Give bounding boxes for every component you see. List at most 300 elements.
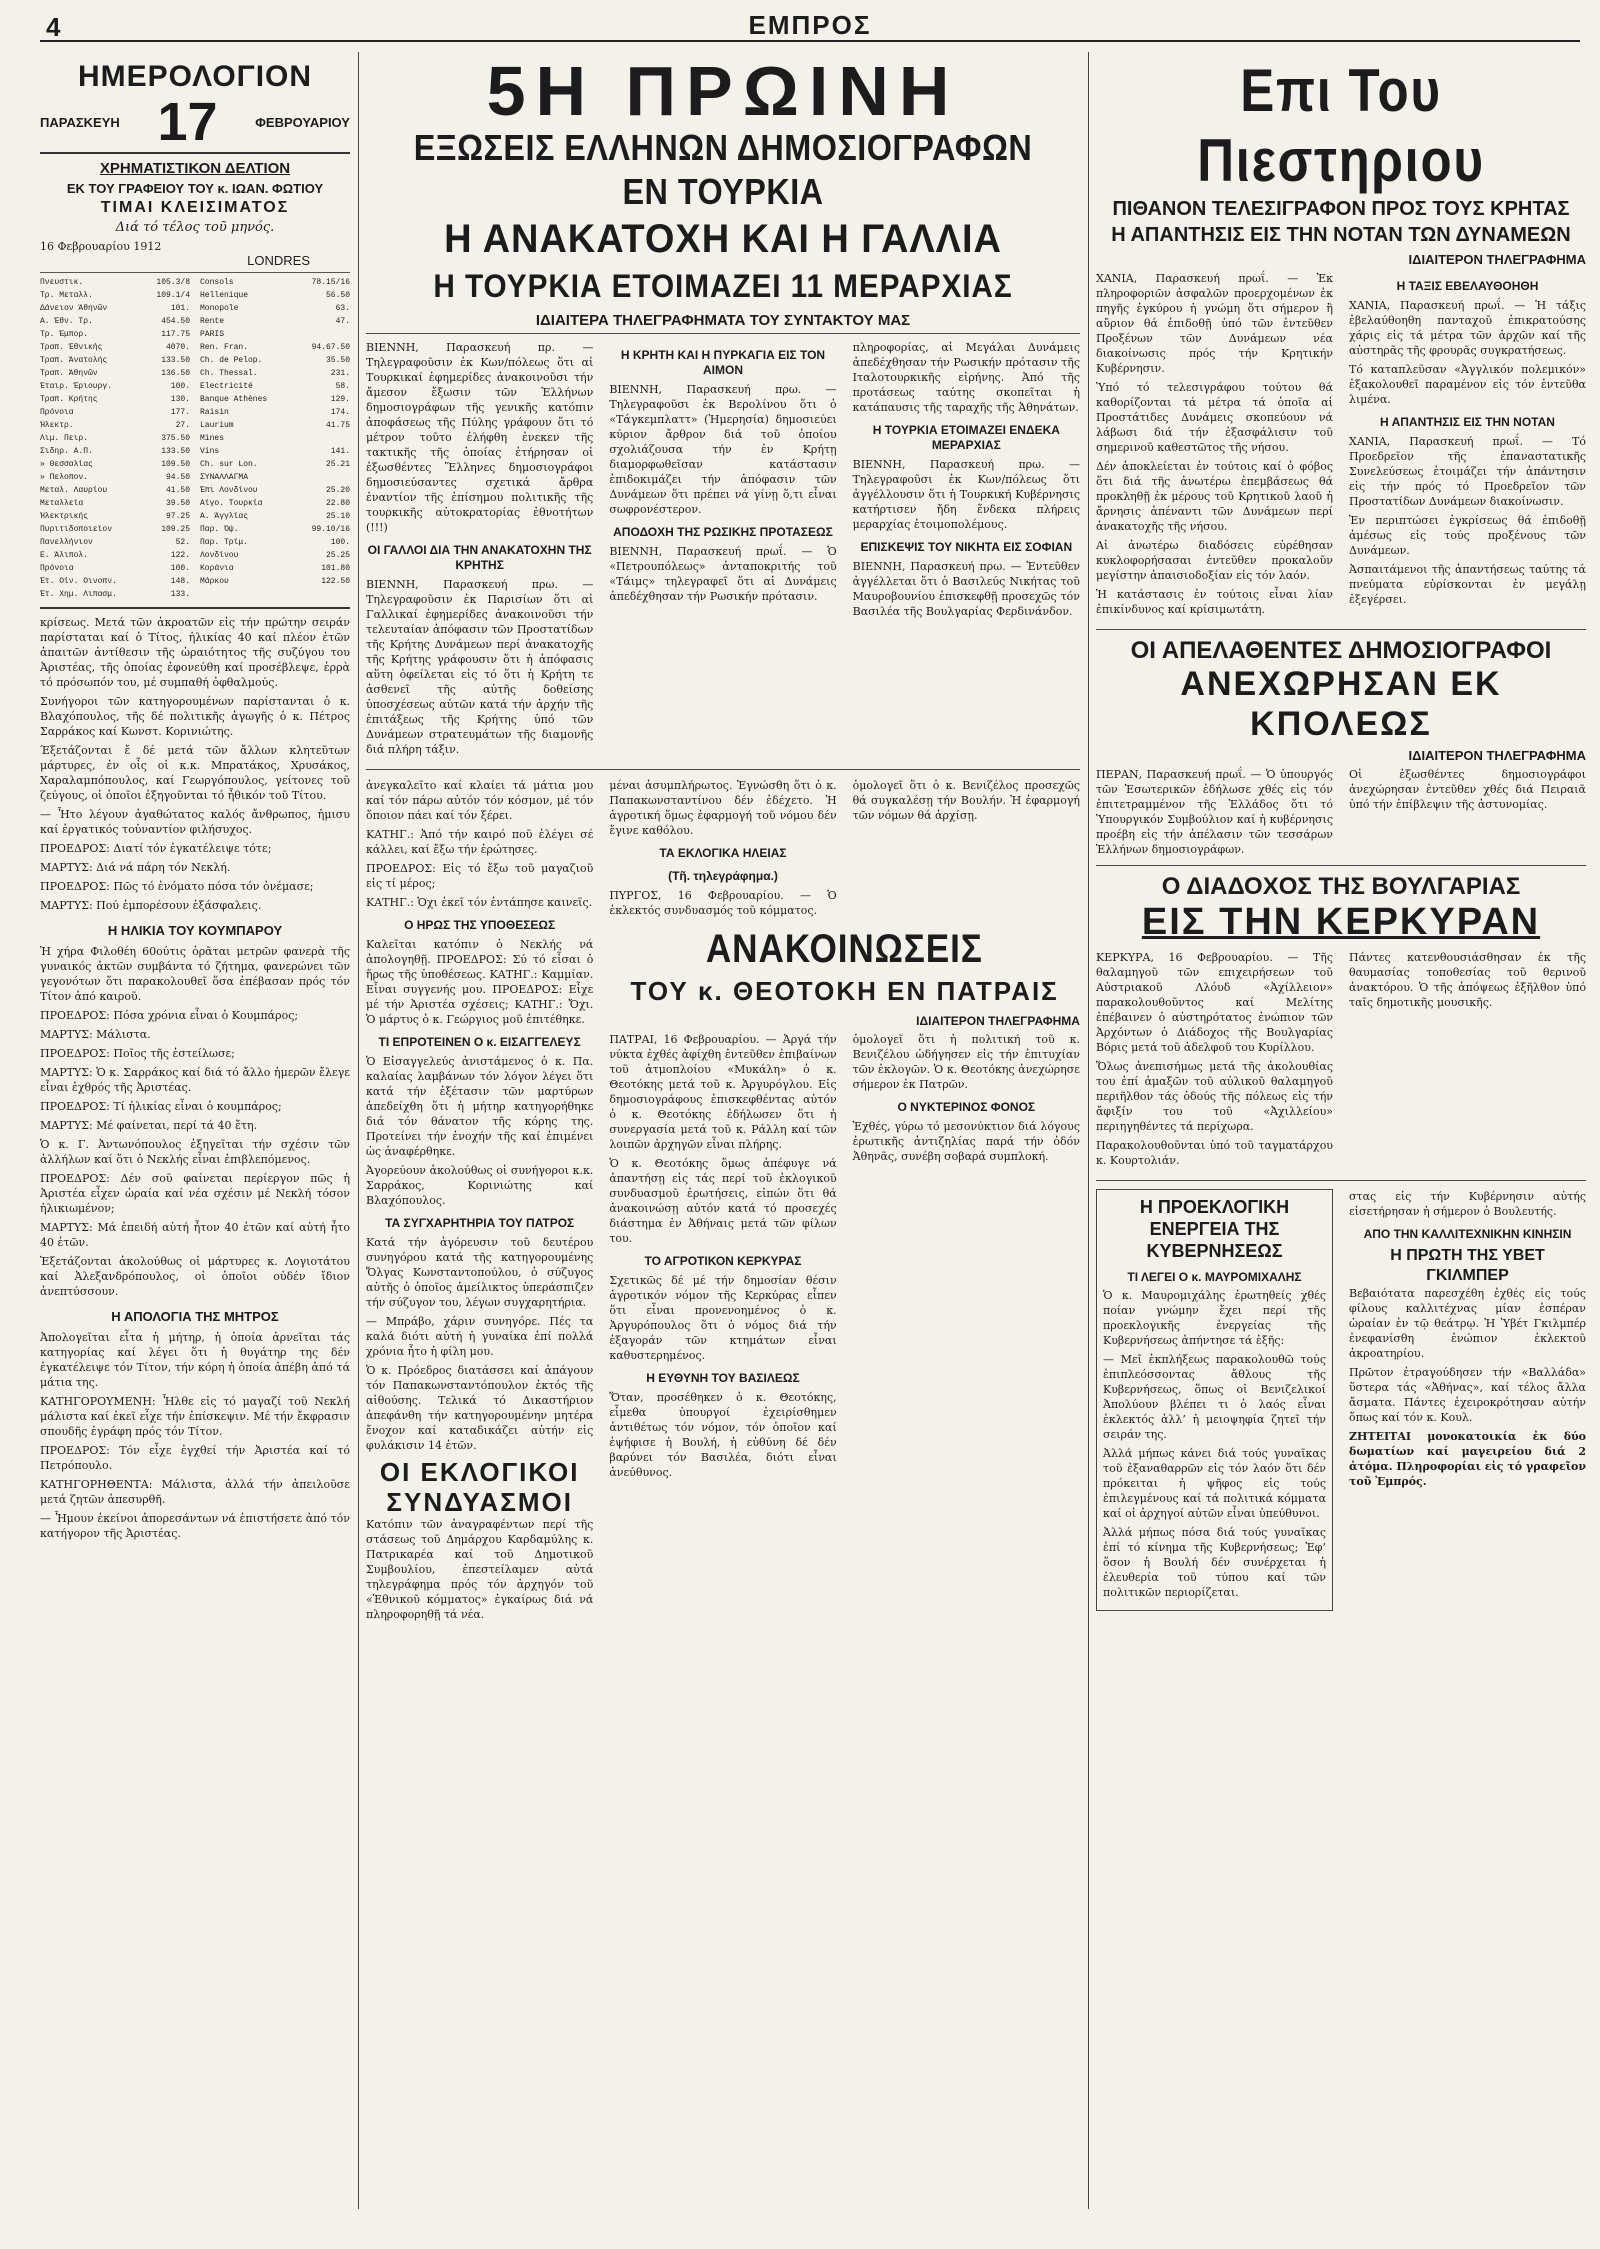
paragraph: ΠΡΟΕΔΡΟΣ: Διατί τόν ἐγκατέλειψε τότε; [40,842,272,855]
quote-value: 94.67.50 [311,343,350,352]
headline-preelection: Η ΠΡΟΕΚΛΟΓΙΚΗ ΕΝΕΡΓΕΙΑ ΤΗΣ ΚΥΒΕΡΝΗΣΕΩΣ [1139,1197,1290,1261]
quote-name: Ch. sur Lon. [200,460,258,469]
paragraph: ΠΕΡΑΝ, Παρασκευή πρωΐ. — Ὁ ὑπουργός τῶν Ἐσωτερικῶν ἐδήλωσε χθές εἰς τόν ἐπιτετραμμένον τῆς Ἑλλάδος ὅτι τό Ὑπουργικόν Συμβούλιον καί ἡ κυβέρνησις προέβη εἰς τήν ἀπέλασιν τῶν τεσσάρων Ἑλλήνων δημοσιογράφων. [1096,768,1333,856]
main-subcolumn-1 [366,340,593,761]
paragraph: Ὁ κ. Μαυρομιχάλης ἐρωτηθείς χθές ποίαν γνώμην ἔχει περί τῆς προεκλογικῆς ἐνεργείας τῆς Κυβερνήσεως ἀπήντησε τά ἑξῆς: [1103,1289,1326,1347]
quote-value: 117.75 [161,330,190,339]
divider [1096,629,1586,630]
paragraph: Ἀλλά μήπως πόσα διά τούς γυναῖκας ἐπί τό κίνημα τῆς Κυβερνήσεως; Ἐφ’ ὅσον ἡ Βουλή δέν συνέρχεται ἡ ἐλευθερία τοῦ τύπου καί τῶν πολιτικῶν περιορίζεται. [1103,1526,1326,1599]
paragraph: Ὑπό τό τελεσιγράφου τούτου θά καθορίζονται τά μέτρα τά ὁποῖα αἱ Προστάτιδες Δυνάμεις σκοπεύουν νά λάβωσι διά τήν ἐξασφάλισιν τοῦ σημερινοῦ καθεστῶτος τῆς νήσου. [1096,381,1333,454]
quote-name: Αίγο. Τουρκία [200,499,263,508]
quote-name: Τρ. Μεταλλ. [40,291,93,300]
section-heading: ΕΠΙΣΚΕΨΙΣ ΤΟΥ ΝΙΚΗΤΑ ΕΙΣ ΣΟΦΙΑΝ [860,540,1073,554]
quote-row [40,328,190,341]
quote-name: Έπι Λονδίνου [200,486,258,495]
section-heading: ΑΠΟΔΟΧΗ ΤΗΣ ΡΩΣΙΚΗΣ ΠΡΟΤΑΣΕΩΣ [613,525,833,539]
headline-bulgaria: Ο ΔΙΑΔΟΧΟΣ ΤΗΣ ΒΟΥΛΓΑΡΙΑΣ [1161,873,1521,900]
quote-name: Πανελλήνιον [40,538,93,547]
paragraph: Ἀπολογεῖται εἶτα ἡ μήτηρ, ἡ ὁποία ἀρνεῖται τάς κατηγορίας καί λέγει ὅτι ἡ θυγάτηρ της δέν ἐγκατέλειψε τόν Τίτον, τήν κόρη ἡ ὁποία ἀπέβη ἀπό τά μάτια της. [40,1331,350,1389]
paragraph: Ἡ κατάστασις ἐν τούτοις εἶναι λίαν ἐπικίνδυνος καί κρίσιμωτάτη. [1096,588,1333,616]
paragraph: ΠΡΟΕΔΡΟΣ: Πῶς τό ἐνόματο πόσα τόν ὀνέμασε; [40,880,314,893]
paragraph: — Ἦτο λέγουν ἀγαθώτατος καλός ἄνθρωπος, ἡμισυ καί ἐργατικός τοὐναντίον φιλήσυχος. [40,808,350,836]
section-heading: ΤΙ ΛΕΓΕΙ Ο κ. ΜΑΥΡΟΜΙΧΑΛΗΣ [1127,1270,1302,1284]
paragraph: ὁμολογεῖ ὅτι ὁ κ. Βενιζέλος προσεχῶς θά συγκαλέσῃ τήν Βουλήν. Ἡ ἐφαρμογή τῶν νόμων θά ἀρχίσῃ. [852,779,1080,822]
quote-value: 231. [330,369,350,378]
paragraph: ΧΑΝΙΑ, Παρασκευή πρωΐ. — Ἡ τάξις ἐβελαύθοηθη πανταχοῦ ἐπικρατούσης χάρις εἰς τά μέτρα τῶν ἀρχῶν καί τῆς αὐστηρᾶς τῆς φρουρᾶς συγκρατήσεως. [1349,299,1586,357]
paragraph: Ὁ κ. Θεοτόκης ὅμως ἀπέφυγε νά ἀπαντήσῃ εἰς τάς περί τοῦ ἐκλογικοῦ συνδυασμοῦ ἐρωτήσεις, εἰπών ὅτι θά ἀνακοινώσῃ αὐτόν κατά τό προσεχές διάστημα ἐν Ἀθήναις μετά τῶν φίλων του. [609,1157,837,1245]
paragraph: ΠΡΟΕΔΡΟΣ: Τί ἠλικίας εἶναι ὁ κουμπάρος; [40,1100,282,1113]
quote-row [200,549,350,562]
quote-name: Δάνειον Άθηνῶν [40,304,108,313]
main-subcolumn-5 [609,778,836,922]
quote-name: Raisin [200,408,229,417]
quote-value: 100. [330,538,350,547]
quote-row [40,367,190,380]
main-bottom-columns [366,778,1080,1626]
section-heading: Η ΑΠΑΝΤΗΣΙΣ ΕΙΣ ΤΗΝ ΝΟΤΑΝ [1380,415,1555,429]
quote-row [200,445,350,458]
quote-row [40,289,190,302]
quote-row [40,575,190,588]
quote-row [200,276,350,289]
quote-value: 94.50 [165,473,190,482]
paragraph: ΚΑΤΗΓ.: Ὁχι ἐκεῖ τόν ἐντάπησε καινεῖς. [366,896,593,909]
column-left [40,60,350,1545]
quote-name: Ήλεκτρ. [40,421,74,430]
paragraph: ΒΙΕΝΝΗ, Παρασκευή πρω. — Ἐντεῦθεν ἀγγέλλεται ὅτι ὁ Βασιλεύς Νικήτας τοῦ Μαυροβουνίου ἐπισκεφθῇ προσεχῶς τόν Βασιλέα τῆς Βουλγαρίας Φερδινάνδον. [852,560,1080,618]
quote-row [40,432,190,445]
quote-name: Λιμ. Πειρ. [40,434,89,443]
announcement-top [609,778,1080,922]
masthead [40,8,1580,42]
quote-row [40,276,190,289]
paragraph: — Μεῖ ἐκπλήξεως παρακολουθῶ τούς ἐπιπλεόσσοντας ἄθλους τῆς Κυβερνήσεως, ὅπως οἱ Βενιζελικοί Ἀπολύουν βλέπει τι ὁ λαός εἶναι ἐκλεκτός ἀλλ’ ἡ μειοψηφία ζητεῖ τήν σειράν της. [1103,1353,1326,1441]
announcement-byline: ΙΔΙΑΙΤΕΡΟΝ ΤΗΛΕΓΡΑΦΗΜΑ [916,1014,1080,1028]
quote-value: 56.50 [325,291,350,300]
paragraph: ΠΡΟΕΔΡΟΣ: Εἰς τό ἔξω τοῦ μαγαζιοῦ εἰς τί μέρος; [366,862,594,890]
quote-name: » Θεσσαλίας [40,460,93,469]
quote-value: 109.25 [161,525,190,534]
quote-row [40,406,190,419]
paragraph: Κατά τήν ἀγόρευσιν τοῦ δευτέρου συνηγόρου κατά τῆς κατηγορουμένης Ὄλγας Κωνσταντοπούλου, ὁ σύζυγος αὐτῆς ὁ ὁποῖος ἀμείλικτος ὑπεράσπιζεν τήν σύζυγον του, λέγων συγχαρητήρια. [366,1236,594,1309]
paragraph: Ὅλως ἀνεπισήμως μετά τῆς ἀκολουθίας του ἐπί ἁμαξῶν τοῦ αὐλικοῦ θαλαμηγοῦ περιῆλθον τάς ὁδούς τῆς πόλεως εἰς τήν ἄφιξίν του τοῦ «Ἀχιλλείου» περιηγηθέντες τά περίχωρα. [1096,1060,1333,1133]
paragraph: ΒΙΕΝΝΗ, Παρασκευή πρωΐ. — Ὁ «Πετρουπόλεως» ἀνταποκριτής τοῦ «Τάιμς» τηλεγραφεῖ ὅτι αἱ Δυνάμεις ἀπεδέχθησαν τήν Ρωσικήν πρότασιν. [609,545,837,603]
main-subcolumn-8 [853,1032,1080,1484]
quote-name: Hellenique [200,291,249,300]
quote-name: Ch. Thessal. [200,369,258,378]
quote-value: 122. [170,551,190,560]
quote-value: 177. [170,408,190,417]
headline-press: Επι Του Πιεστηριου [1197,57,1485,194]
paragraph: πληροφορίας, αἱ Μεγάλαι Δυνάμεις ἀπεδέχθησαν τήν Ρωσικήν πρότασιν τῆς Ιταλοτουρκικῆς εἰρήνης. Ἀπό τῆς προτάσεως ταύτης σκοπεῖται ἡ κατάπαυσις τῆς ταραχῆς τῆς Ἀθηνάτων. [852,341,1080,414]
article-mother [40,1330,350,1541]
quote-name: » Πελοπον. [40,473,89,482]
quote-row [200,406,350,419]
quote-row [40,588,190,601]
paragraph: κρίσεως. Μετά τῶν ἀκροατῶν εἰς τήν πρώτην σειράν παρίσταται καί ὁ Τίτος, ἠλικίας 40 καί πλέον ἐτῶν ἀπαιτῶν ἀντίθεσιν τῆς ὡραιότητος τῆς συζύγου του Ἀριστέας, τῆς ὁποίας ἐφονεύθη καί προσέβλεψε, ἑρρὰ τό πρόσωπόν του, μέ συμπαθή ὀφθαλμούς. [40,616,350,689]
quote-value: 454.50 [161,317,190,326]
quote-value: 141. [330,447,350,456]
quote-value: 109.50 [161,460,190,469]
byline: ΙΔΙΑΙΤΕΡΑ ΤΗΛΕΓΡΑΦΗΜΑΤΑ ΤΟΥ ΣΥΝΤΑΚΤΟΥ ΜΑΣ [366,312,1080,334]
quote-row [40,354,190,367]
finance-date: 16 Φεβρουαρίου 1912 [40,240,162,253]
headline-gilbert: Η ΠΡΩΤΗ ΤΗΣ ΥΒΕΤ ΓΚΙΛΜΠΕΡ [1390,1247,1545,1284]
quote-name: Ήλεκτρικής [40,512,89,521]
quote-value: 4070. [165,343,190,352]
quote-value: 109.1/4 [156,291,190,300]
paragraph: ΠΡΟΕΔΡΟΣ: Δέν σοῦ φαίνεται περίεργον πῶς ἡ Ἀριστέα εἶχεν ὠραία καί νέα σχέσιν μέ Νεκλή τόσον ἡλικιωμένον; [40,1172,350,1215]
headline-expulsions: ΕΞΩΣΕΙΣ ΕΛΛΗΝΩΝ ΔΗΜΟΣΙΟΓΡΑΦΩΝ ΕΝ ΤΟΥΡΚΙΑ [413,127,1033,212]
paragraph: — Ἦμουν ἐκείνοι ἀπορεσάντων νά ἐπιστήσετε ἀπό τόν κατήγορον τῆς Ἀριστέας. [40,1512,350,1540]
calendar-date [40,92,350,152]
quote-value: 47. [335,317,350,326]
quote-value: 97.25 [165,512,190,521]
telegram-byline: ΙΔΙΑΙΤΕΡΟΝ ΤΗΛΕΓΡΑΦΗΜΑ [1408,748,1586,763]
quote-row [200,341,350,354]
quote-name: Α. Έθν. Τρ. [40,317,93,326]
quote-name: Electricité [200,382,253,391]
quote-name: Banque Athènes [200,395,268,404]
bulgaria-columns [1096,950,1586,1172]
quote-row [200,380,350,393]
quote-name: Vins [200,447,220,456]
quote-value: 105.3/8 [156,278,190,287]
right-subcolumn-5 [1349,1189,1586,1611]
paragraph: ΒΙΕΝΝΗ, Παρασκευή πρω. — Τηλεγραφοῦσιν ἐκ Παρισίων ὅτι αἱ Γαλλικαί ἐφημερίδες ἀνακοινοῦσι τήν τελευταίαν ἀπόφασιν τῶν Προστατίδων τῆς Κρήτης Δυνάμεων περί ἀνακατοχῆς τῆς Κρήτης γράφουσιν ὅτι ἡ ἀπόφασις αὕτη ὀφείλεται εἰς τό ὅτι ἡ Κρήτη τε ἀσθενεῖ τῆς αὐτῆς δοθείσης ὑποσχέσεως αὐτῶν κατά τήν ἀρχήν τῆς ἐπιτάξεως τῆς Κρήτης ὑπό τῶν Δυνάμεων στρατευμάτων τῆς διαμονῆς διά πλήρη τάξιν. [366,578,594,756]
quote-name: Τρ. Έμπορ. [40,330,89,339]
right-subcolumn-1 [1096,271,1333,621]
boxed-body [1103,1288,1326,1600]
quote-name: Σιδηρ. Α.Π. [40,447,93,456]
quote-name: Έταιρ. Έριουργ. [40,382,113,391]
paragraph: Ἡ χήρα Φιλοθέη 60ούτις ὁρᾶται μετρῶν φανερὰ τῆς γυναικός ἀκτῶν συμβάντα τό ζήτημα, φανερώνει τῶν γεγονότων ὅτι παρακολουθεῖ ὅσα ἐπέβασαν πρός τόν Τίτον ἀπό καιροῦ. [40,945,350,1003]
column-rule [358,52,359,2209]
quote-value: 133.50 [161,356,190,365]
section-heading: Η ΑΠΟΛΟΓΙΑ ΤΗΣ ΜΗΤΡΟΣ [111,1309,279,1324]
calendar-weekday: ΠΑΡΑΣΚΕΥΗ [40,114,120,130]
paragraph: Ἐχθές, γύρω τό μεσονύκτιον διά λόγους ἐρωτικῆς ἀντιζηλίας παρά τήν ὁδόν Ἀθηνᾶς, συνέβη σοβαρά συμπλοκή. [852,1120,1080,1163]
quote-row [40,510,190,523]
paragraph: Ὁ κ. Πρόεδρος διατάσσει καί ἀπάγουν τόν Παπακωνσταντόπουλον ἐκτός τῆς αἰθούσης. Τελικά τό Δικαστήριον ἀπεφάνθη τήν κατηγορουμένην μητέρα ἔνοχον καί καταδικάζει αὐτήν εἰς φυλάκισιν 14 ἐτῶν. [366,1364,594,1452]
quote-row [200,354,350,367]
quote-row [40,471,190,484]
column-main [366,52,1080,1626]
headline-answer: Η ΑΠΑΝΤΗΣΙΣ ΕΙΣ ΤΗΝ ΝΟΤΑΝ ΤΩΝ ΔΥΝΑΜΕΩΝ [1111,224,1571,246]
quote-name: Πρόνοια [40,408,74,417]
paragraph: μέναι ἀσυμπλήρωτος. Ἐγνώσθη ὅτι ὁ κ. Παπακωνσταντίνου δέν ἐδέχετο. Ἡ ἀγροτική ὅμως ἐφαρμογή τοῦ νόμου δέν ἔγινε καθόλου. [609,779,837,837]
paragraph: Ἀσπαιτάμενοι τῆς ἀπαντήσεως ταύτης τά πνεύματα εὑρίσκονται ἐν μεγάλῃ ἐξεγέρσει. [1349,563,1586,606]
section-heading: ΤΙ ΕΠΡΟΤΕΙΝΕΝ Ο κ. ΕΙΣΑΓΓΕΛΕΥΣ [378,1035,581,1049]
paragraph: ΜΑΡΤΥΣ: Πού ἐμπορέσουν ἐξάσφαλεις. [40,899,262,912]
main-announcements [609,778,1080,1626]
headline-expelled: ΟΙ ΑΠΕΛΑΘΕΝΤΕΣ ΔΗΜΟΣΙΟΓΡΑΦΟΙ [1130,637,1552,664]
quote-row [40,445,190,458]
quote-value: 130. [170,395,190,404]
divider [40,607,350,609]
finance-title: ΧΡΗΜΑΤΙΣΤΙΚΟΝ ΔΕΛΤΙΟΝ [99,160,291,177]
quote-row [40,497,190,510]
section-heading: ΟΙ ΓΑΛΛΟΙ ΔΙΑ ΤΗΝ ΑΝΑΚΑΤΟΧΗΝ ΤΗΣ ΚΡΗΤΗΣ [367,543,592,572]
quote-name: Ε. Άλιπολ. [40,551,89,560]
column-rule [1088,52,1089,2209]
quote-value: 375.50 [161,434,190,443]
quote-value: 25.10 [325,512,350,521]
quote-value: 27. [175,421,190,430]
quote-name: Λονδίνου [200,551,239,560]
quote-row [40,419,190,432]
quote-name: Πνευστικ. [40,278,84,287]
quote-value: 122.50 [321,577,350,586]
quote-value: 41.75 [325,421,350,430]
paragraph: ΜΑΡΤΥΣ: Μά ἐπειδή αὐτή ἦτον 40 ἐτῶν καί αὐτή ἦτο 40 ἐτῶν. [40,1221,350,1249]
quote-name: Τραπ. Έθνικής [40,343,103,352]
quote-row [40,302,190,315]
paragraph: ΠΡΟΕΔΡΟΣ: Τόν εἶχε ἐγχθεί τήν Ἀριστέα καί τό Πετρόπουλο. [40,1444,350,1472]
quote-name: Έτ. Οίν. Οινοπν. [40,577,117,586]
quote-row [40,536,190,549]
main-subcolumn-4 [366,778,593,1626]
quote-name: Μεταλ. Λαυρίου [40,486,108,495]
right-bottom-columns [1096,1189,1586,1611]
paragraph: Ὅταν, προσέθηκεν ὁ κ. Θεοτόκης, εἶμεθα ὑπουργοί ἐχειρίσθημεν ἀντιθέτως τόν νόμον, τόν ὁποῖον καί ἐψήφισε ἡ Βουλή, ἡ εὐθύνη δέ δέν βαρύνει τόν Βασιλέα, διότι εἶναι ἀνεύθυνος. [609,1391,837,1479]
section-heading: Η ΚΡΗΤΗ ΚΑΙ Η ΠΥΡΚΑΓΙΑ ΕΙΣ ΤΟΝ ΑΙΜΟΝ [620,348,826,377]
main-subcolumn-2 [609,340,836,761]
quote-value: 174. [330,408,350,417]
quote-value: 100. [170,382,190,391]
quote-row [200,419,350,432]
quote-row [40,380,190,393]
section-heading: Η ΗΛΙΚΙΑ ΤΟΥ ΚΟΥΜΠΑΡΟΥ [107,923,283,938]
headline-reoccupation: Η ΑΝΑΚΑΤΟΧΗ ΚΑΙ Η ΓΑΛΛΙΑ [444,217,1002,261]
quote-value: 41.50 [165,486,190,495]
boxed-article [1096,1189,1333,1611]
quote-row [200,575,350,588]
paragraph: ΠΑΤΡΑΙ, 16 Φεβρουαρίου. — Ἀργά τήν νύκτα ἐχθές ἀφίχθη ἐντεῦθεν ἐπιβαίνων τοῦ ἀτμοπλοίου «Μυκάλη» ὁ κ. Θεοτόκης μετά τοῦ κ. Ἀργυρόγλου. Εἰς δημοσιογράφους ἐπισκεφθέντας αὐτόν ὁ κ. Θεοτόκης ἐδήλωσεν ὅτι ἡ συνεργασία μετά τοῦ κ. Ράλλη καί τῶν λοιπῶν ἀρχηγῶν εἶναι πλήρης. [609,1033,837,1151]
paragraph: Αἱ ἀνωτέρω διαδόσεις εὑρέθησαν κυκλοφορήσασαι ἐντεῦθεν προκαλοῦν μεγίστην ἀπαισιοδοξίαν εἰς τόν λαόν. [1096,539,1333,582]
quote-value: 148. [170,577,190,586]
quote-value: 63. [335,304,350,313]
quote-row [200,523,350,536]
column-right [1096,56,1586,1611]
quote-value: 39.50 [165,499,190,508]
section-heading: ΤΟ ΑΓΡΟΤΙΚΟΝ ΚΕΡΚΥΡΑΣ [644,1254,802,1268]
quote-row [200,328,350,341]
paragraph: Σχετικῶς δέ μέ τήν δημοσίαν θέσιν ἀγροτικόν νόμον τῆς Κερκύρας εἶπεν ὅτι εἶναι προνενοημένος ὁ κ. Ἀργυρόπουλος ὅτι ὁ νόμος διά τήν ἐξαγοράν τῶν κτημάτων εἶναι καθυστερημένος. [609,1274,837,1362]
quote-column-left [40,276,190,601]
paragraph: Ὁ κ. Γ. Ἀντωνόπουλος ἐξηγεῖται τήν σχέσιν τῶν ἀλλήλων καί ὅτι ὁ Νεκλής εἶναι ἐπιβλεπόμενος. [40,1138,350,1166]
quote-name: Monopole [200,304,239,313]
paragraph: ΚΑΤΗΓ.: Ἀπό τήν καιρό ποῦ ἐλέγει σέ κάλλει, καί ἔξω τήν ἐρώτησες. [366,828,594,856]
paragraph: ΧΑΝΙΑ, Παρασκευή πρωΐ. — Ἐκ πληροφοριῶν ἀσφαλῶν προερχομένων ἐκ πηγῆς ἐγκύρου ἡ γνώμη ὅτι σήμερον ἢ αὔριον θά ἐπιδοθῇ ὑπό τῶν ἐντεῦθεν Προξένων τῶν Δυνάμεων νέα διακοίνωσις πρός τήν Κρητικήν Κυβέρνησιν. [1096,272,1333,375]
headline-announcements: ΑΝΑΚΟΙΝΩΣΕΙΣ [706,927,984,971]
paragraph: Ἐξετάζονται ἀκολούθως οἱ μάρτυρες κ. Λογιοτάτου καί Ἀλεξανδρόπουλος, οἱ ὁποῖοι οὐδέν ἴδιον ἀνεπτύσσουν. [40,1255,350,1298]
quote-row [200,471,350,484]
paragraph: ΚΕΡΚΥΡΑ, 16 Φεβρουαρίου. — Τῆς θαλαμηγοῦ τῶν επιχειρήσεων τοῦ Αὐστριακοῦ Λλόυδ «Ἀχίλλειον» παρακολουθοῦντος καί Μελίτης ἐπέβαινεν ὁ αὐστηρότατος ἐνώπιον τῶν Ἀρχόντων ὁ Διάδοχος τῆς Βουλγαρίας Βόρις μετά τοῦ ἀδελφοῦ του Κυρίλλου. [1096,951,1333,1054]
quote-value: 58. [335,382,350,391]
paragraph: ΜΑΡΤΥΣ: Μέ φαίνεται, περί τά 40 ἔτη. [40,1119,258,1132]
quote-row [200,497,350,510]
section-heading-elections: ΟΙ ΕΚΛΟΓΙΚΟΙ ΣΥΝΔΥΑΣΜΟΙ [379,1457,580,1517]
quote-value: 22.80 [325,499,350,508]
newspaper-title: ΕΜΠΡΟΣ [748,10,872,40]
paragraph: ΜΑΡΤΥΣ: Διά νά πάρη τόν Νεκλή. [40,861,231,874]
quote-value: 78.15/16 [311,278,350,287]
quote-name: Ren. Fran. [200,343,249,352]
section-heading: ΤΑ ΣΥΓΧΑΡΗΤΗΡΙΑ ΤΟΥ ΠΑΤΡΟΣ [385,1216,575,1230]
paragraph: Τό καταπλεῦσαν «Ἀγγλικόν πολεμικόν» ἐξακολουθεῖ παραμένον εἰς τόν ἐντεῦθα λιμένα. [1349,363,1586,406]
paragraph: Ἀγορεύουν ἀκολούθως οἱ συνήγοροι κ.κ. Σαρράκος, Κορινιώτης καί Βλαχόπουλος. [366,1164,594,1207]
section-subheading: (Τῆ. τηλεγράφημα.) [668,869,778,883]
paragraph: ἀνεγκαλεῖτο καί κλαίει τά μάτια μου καί τόν πάρω αὐτόν τόν κόσμον, μέ τόν ὅποιον πάει καί τόν ξέρει. [366,779,594,822]
divider [1096,865,1586,866]
paragraph: Ἐν περιπτώσει ἐγκρίσεως θά ἐπιδοθῇ ἀμέσως εἰς τούς προξένους τῶν Δυνάμεων. [1349,514,1586,557]
paragraph: ΚΑΤΗΓΟΡΗΘΕΝΤΑ: Μάλιστα, ἀλλά τήν ἀπειλοῦσε μετά ζητῶν ἀπεσυρθῆ. [40,1478,350,1506]
quote-value: 101. [170,304,190,313]
paragraph: ΠΥΡΓΟΣ, 16 Φεβρουαρίου. — Ὁ ἐκλεκτός συνδυασμός τοῦ κόμματος. [609,889,837,917]
quote-row [200,393,350,406]
quote-name: Α. Άγγλίας [200,512,249,521]
paragraph: ΒΙΕΝΝΗ, Παρασκευή πρω. — Τηλεγραφοῦσι ἐκ Βερολίνου ὅτι ὁ «Τάγκεμπλαττ» (Ἠμερησία) δημοσιεύει κύριον ἄρθρον διά τοῦ ὁποίου σχολιάζουσα τήν ἐν Κρήτῃ διαμορφωθεῖσαν κατάστασιν ἐπιδοκιμάζει τήν ἀπόφασιν τῶν Δυνάμεων ὅτι πρέπει νά γίνῃ ὅ,τι εἶναι σωφρονέστερον. [609,383,837,516]
quote-row [40,341,190,354]
paragraph: Καλεῖται κατόπιν ὁ Νεκλής νά ἀπολογηθῇ. ΠΡΟΕΔΡΟΣ: Σύ τό εἶσαι ὁ ἥρως τῆς ὑποθέσεως. ΚΑΤΗΓ.: Καμμίαν. Εἶναι συγγενής μου. ΠΡΟΕΔΡΟΣ: Εἶχε μέ τήν Ἀριστέα σχέσεις; ΚΑΤΗΓ.: Ὄχι. Ὁ μάρτυς ὁ κ. Γεώργιος μοῦ ἐπιτέθηκε. [366,938,594,1026]
calendar-title: ΗΜΕΡΟΛΟΓΙΟΝ [77,60,313,93]
paragraph: Ὁ Εἰσαγγελεύς ἀνιστάμενος ὁ κ. Πα. καλαίας λαμβάνων τόν λόγον λέγει ὅτι κατά τήν ἐξέτασιν τῶν μαρτύρων ἀπεδείχθη ὅτι ἡ μήτηρ κατηγορήθηκε διά τόν θάνατον τῆς κόρης της. Προτείνει τήν ἐνοχήν τῆς καί ἐπιμένει ὡς ἀναφέρθηκε. [366,1055,594,1158]
main-top-columns [366,340,1080,761]
quote-row [40,562,190,575]
quote-name: Παρ. Τρίμ. [200,538,249,547]
quote-value: 136.50 [161,369,190,378]
quote-name: Consols [200,278,234,287]
divider [1096,1180,1586,1181]
right-subcolumn-3 [1096,950,1333,1172]
quote-name: Κοράνια [200,564,234,573]
divider [366,769,1080,770]
quote-name: Mines [200,434,225,443]
paragraph: Συνήγοροι τῶν κατηγορουμένων παρίστανται ὁ κ. Βλαχόπουλος, τῆς δέ πολιτικῆς ἀγωγῆς ὁ κ. Πέτρος Σαρράκος καί Κωνστ. Κορινιώτης. [40,695,350,738]
right-subcolumn-2 [1349,271,1586,621]
quote-value: 133.50 [161,447,190,456]
quote-row [200,367,350,380]
quote-name: Πρόνοια [40,564,74,573]
paragraph: Κατόπιν τῶν ἀναγραφέντων περί τῆς στάσεως τοῦ Δημάρχου Καρδαμύλης κ. Πατρικαρέα καί τοῦ Δημοτικοῦ Συμβουλίου, ἐπεστείλαμεν αὐτά τηλεγράφημα πρός τόν ἀρχηγόν τοῦ «Ἐθνικοῦ κόμματος» ἐγκαίρως διά νά πληροφορηθῇ τά νέα. [366,1518,594,1621]
headline-corfu: ΕΙΣ ΤΗΝ ΚΕΡΚΥΡΑΝ [1141,901,1541,943]
announcement-body [609,1032,1080,1484]
section-heading: Ο ΝΥΚΤΕΡΙΝΟΣ ΦΟΝΟΣ [897,1100,1036,1114]
headline-divisions: Η ΤΟΥΡΚΙΑ ΕΤΟΙΜΑΖΕΙ 11 ΜΕΡΑΡΧΙΑΣ [433,268,1013,304]
paragraph: ΜΑΡΤΥΣ: Μάλιστα. [40,1028,151,1041]
quote-name: Μάρκου [200,577,229,586]
quote-row [40,523,190,536]
section-heading: Η ΕΥΘΥΝΗ ΤΟΥ ΒΑΣΙΛΕΩΣ [646,1371,800,1385]
quote-row [200,562,350,575]
quote-name: PARIS [200,330,225,339]
section-heading: ΤΑ ΕΚΛΟΓΙΚΑ ΗΛΕΙΑΣ [659,846,787,860]
divider [40,152,350,154]
paragraph: Ἀλλά μήπως κάνει διά τούς γυναῖκας τοῦ ἐξαναθαρρῶν εἰς τόν λαόν ὅτι δέν πρόκειται ἡ ψῆφος εἰς τούς ἐπιλεγμένους καί τά πολιτικά κόμματα καί οἱ ἀρχηγοί αὐτῶν εἶναι ὑπεύθυνοι. [1103,1447,1326,1520]
quote-row [200,458,350,471]
expelled-columns [1096,767,1586,857]
quote-value: 100. [170,564,190,573]
section-heading: Η ΤΟΥΡΚΙΑ ΕΤΟΙΜΑΖΕΙ ΕΝΔΕΚΑ ΜΕΡΑΡΧΙΑΣ [872,423,1060,452]
quote-row [40,393,190,406]
finance-prices: ΤΙΜΑΙ ΚΛΕΙΣΙΜΑΤΟΣ [100,199,290,216]
quote-name: Laurium [200,421,234,430]
article-age [40,944,350,1299]
finance-note: Διά τό τέλος τοῦ μηνός. [115,220,275,235]
quote-row [200,536,350,549]
finance-london: LONDRES [247,253,310,268]
paragraph: Βεβαιότατα παρεσχέθη ἐχθές εἰς τούς φίλους καλλιτέχνας μίαν ἑσπέραν ὡραίαν ἐν τῷ θεάτρῳ. Ἡ Ὑβέτ Γκιλμπέρ ἐνεφανίσθη ἐνώπιον ἐκλεκτοῦ ἀκροατηρίου. [1349,1287,1586,1360]
paragraph: στας εἰς τήν Κυβέρνησιν αὐτής εἰσετήρησαν ἡ σήμερον ὁ Βουλευτής. [1349,1190,1586,1218]
classified-ad: ΖΗΤΕΙΤΑΙ μονοκατοικία ἐκ δύο δωματίων καί μαγειρείου διά 2 ἀτόμα. Πληροφορίαι εἰς τό γραφεῖον τοῦ Ἐμπρός. [1349,1430,1586,1488]
finance-office: ΕΚ ΤΟΥ ΓΡΑΦΕΙΟΥ ΤΟΥ κ. ΙΩΑΝ. ΦΩΤΙΟΥ [66,181,324,196]
quote-row [200,302,350,315]
paragraph: ΜΑΡΤΥΣ: Ὁ κ. Σαρράκος καί διά τό ἄλλο ἠμερῶν ἔλεγε εἶναι ἐχθρός τῆς Ἀριστέας. [40,1066,350,1094]
paragraph: Δέν ἀποκλείεται ἐν τούτοις καί ὁ φόβος ὅτι διά τῆς ἀνωτέρω ἐπεμβάσεως θά προκληθῇ ἐκ μέρους τοῦ Κρητικοῦ λαοῦ ἡ ἄρνησις ἀπέναντι τῶν Δυνάμεων περί ἀνακατοχῆς τῆς νήσου. [1096,460,1333,533]
quote-value: 101.80 [321,564,350,573]
paragraph: Οἱ ἐξωσθέντες δημοσιογράφοι ἀνεχώρησαν ἐντεῦθεν χθές διά Πειραιᾶ ὑπό τήν ἐπίβλεψιν τῆς ἀστυνομίας. [1349,768,1586,811]
paragraph: ΧΑΝΙΑ, Παρασκευή πρωΐ. — Τό Προεδρεῖον τῆς ἐπαναστατικῆς Συνελεύσεως ἑτοιμάζει τήν ἀπάντησιν εἰς τήν πρός τό Προεδρεῖον τῶν Προστατίδων Δυνάμεων διακοίνωσιν. [1349,435,1586,508]
quote-value: 133. [170,590,190,599]
quote-name: Ch. de Pelop. [200,356,263,365]
page-number: 4 [46,12,61,42]
headline-theotokis: ΤΟΥ κ. ΘΕΟΤΟΚΗ ΕΝ ΠΑΤΡΑΙΣ [630,976,1059,1006]
quote-name: Μεταλλεία [40,499,84,508]
calendar-day: 17 [157,92,218,152]
quote-row [40,315,190,328]
paragraph: ΠΡΟΕΔΡΟΣ: Πόσα χρόνια εἶναι ὁ Κουμπάρος; [40,1009,299,1022]
paragraph: ΠΡΟΕΔΡΟΣ: Ποῖος τῆς ἐστείλωσε; [40,1047,235,1060]
quote-row [200,432,350,445]
article-trial [40,615,350,913]
quote-column-right [200,276,350,601]
right-subcolumn-4 [1349,950,1586,1172]
quote-value: 25.20 [325,486,350,495]
quote-value: 25.21 [325,460,350,469]
quote-name: Πυριτιδοποιείον [40,525,113,534]
kicker-edition: 5Η ΠΡΩΙΝΗ [486,52,960,130]
telegram-byline: ΙΔΙΑΙΤΕΡΟΝ ΤΗΛΕΓΡΑΦΗΜΑ [1408,252,1586,267]
quote-value: 25.25 [325,551,350,560]
paragraph: Παρακολουθοῦνται ὑπό τοῦ ταγματάρχου κ. Κουρτολιάν. [1096,1139,1333,1167]
quote-row [200,289,350,302]
paragraph: Πάντες κατενθουσιάσθησαν ἐκ τῆς θαυμασίας τοποθεσίας τοῦ θερινοῦ ἀνακτόρου. Ὁ τῆς ἀπόψεως ἐξῆλθον ὑπό ταῖς δημοτικῆς μουσικῆς. [1349,951,1586,1009]
quote-name: Τραπ. Κρήτης [40,395,98,404]
paragraph: Πρῶτον ἐτραγούδησεν τήν «Βαλλάδα» ὕστερα τάς «Ἀθήνας», καί τέλος ἄλλα ἄσματα. Πάντες ἐχειροκρότησαν αὐτήν ὅπως καί τόν κ. Κουλ. [1349,1366,1586,1424]
quote-row [40,458,190,471]
quote-name: Παρ. Όψ. [200,525,239,534]
main-subcolumn-6 [853,778,1080,922]
quote-value: 52. [175,538,190,547]
quote-name: Τραπ. Άθηνῶν [40,369,98,378]
quote-row [200,510,350,523]
section-heading: ΑΠΟ ΤΗΝ ΚΑΛΛΙΤΕΧΝΙΚΗΝ ΚΙΝΗΣΙΝ [1363,1227,1572,1241]
paragraph: ΚΑΤΗΓΟΡΟΥΜΕΝΗ: Ἦλθε εἰς τό μαγαζί τοῦ Νεκλή μάλιστα καί ἐκεῖ εἶχε τήν ἐπίσκεψιν. Μέ τήν ἔκφρασιν σπουδῆς ἐγράφη πρός τόν Τίτον. [40,1395,350,1438]
quote-row [40,484,190,497]
paragraph: Έξετάζονται ἔ δέ μετά τῶν ἄλλων κλητεῦτων μάρτυρες, ἐν οἷς οἱ κ.κ. Μπρατάκος, Χρυσάκος, Χαραλαμπόπουλος, καί Γεωργόπουλος, γείτονες τοῦ ζεύγους, οἱ ὁποῖοι ἐξηγοῦνται τό ἦθικόν τοῦ Τίτου. [40,744,350,802]
headline-departed: ΑΝΕΧΩΡΗΣΑΝ ΕΚ ΚΠΟΛΕΩΣ [1180,665,1502,743]
quote-row [40,549,190,562]
quote-name: Έτ. Χημ. Λιπασμ. [40,590,117,599]
paragraph: ΒΙΕΝΝΗ, Παρασκευή πρω. — Τηλεγραφοῦσι ἐκ Κων/πόλεως ὅτι ἀγγέλλουσιν ὅτι ἡ Τουρκική Κυβέρνησις κατήρτισεν ἤδη ἕνδεκα πλήρεις μεραρχίας ἑτοιμοπολέμους. [852,458,1080,531]
quote-name: ΣΥΝΑΛΛΑΓΜΑ [200,473,249,482]
right-top-columns [1096,271,1586,621]
quote-name: Τραπ. Άνατολής [40,356,108,365]
paragraph: — Μπράβο, χάριν συνηγόρε. Πές τα καλά διότι αὐτή ἡ γυναίκα ἐπί πολλά χρόνια ἦτο ἡ φίλη μου. [366,1315,594,1358]
section-heading: Ο ΗΡΩΣ ΤΗΣ ΥΠΟΘΕΣΕΩΣ [404,918,556,932]
main-subcolumn-3 [853,340,1080,761]
